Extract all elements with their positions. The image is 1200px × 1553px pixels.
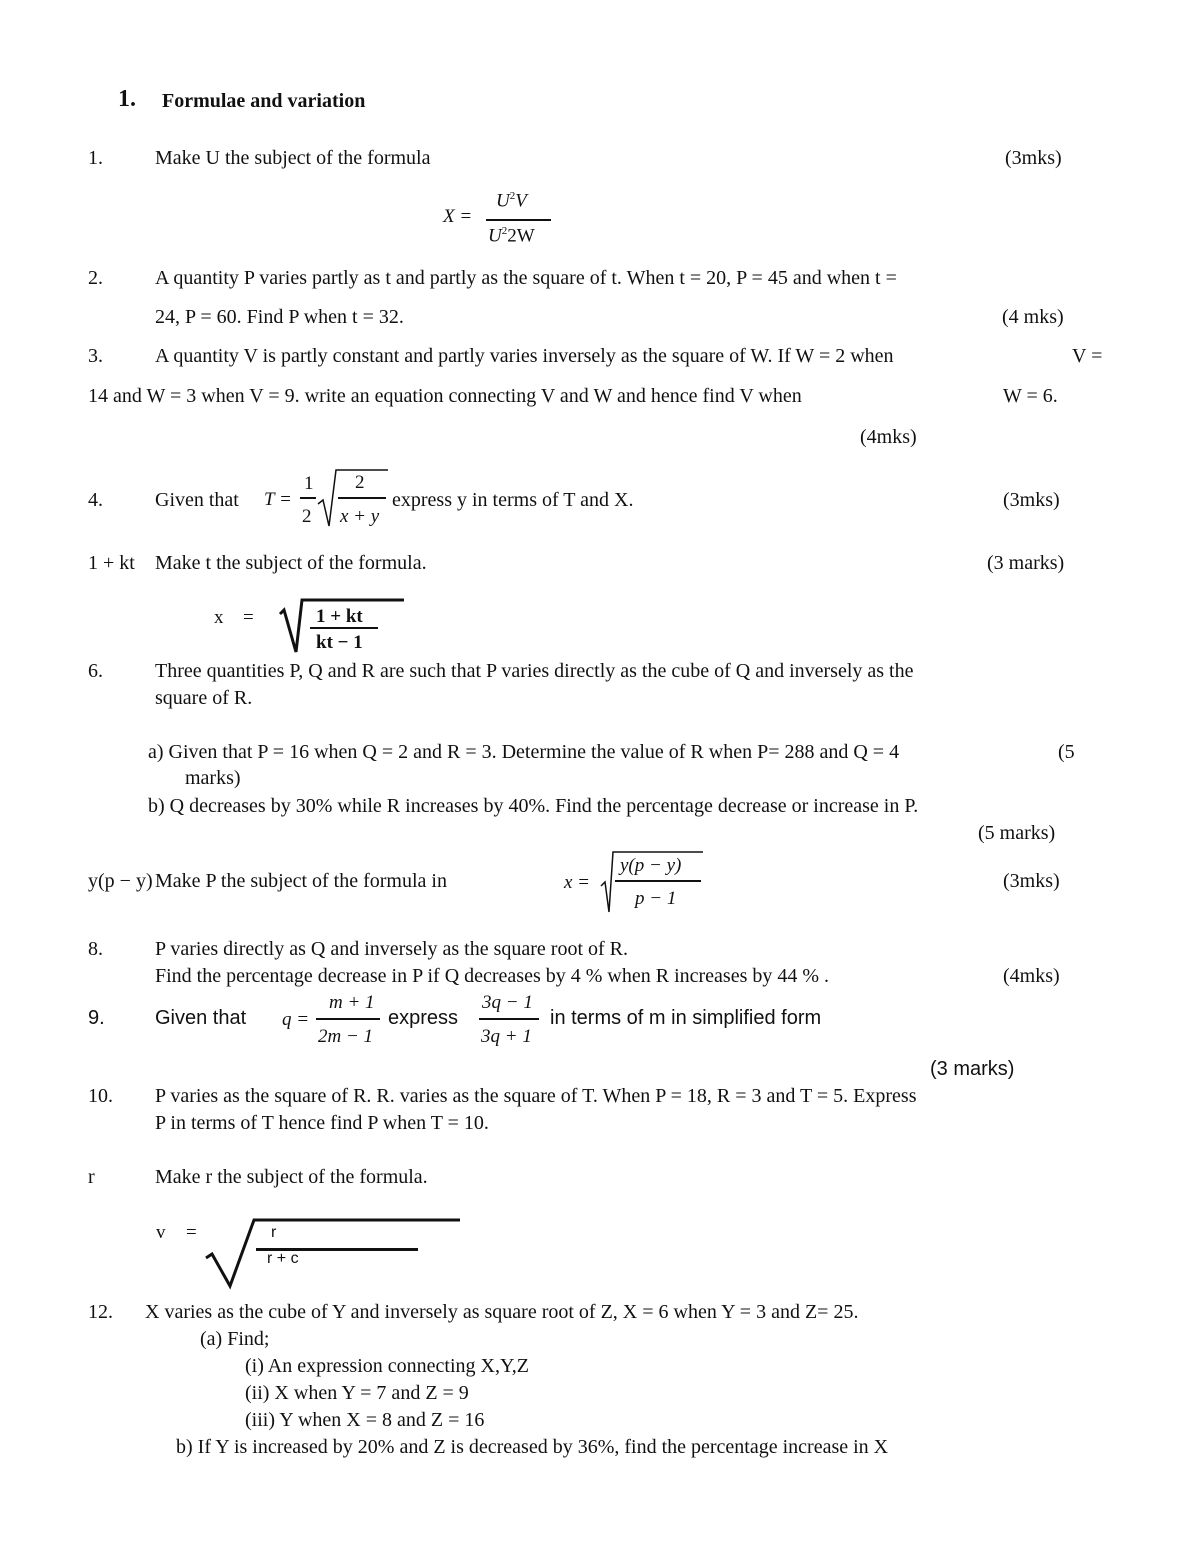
q7-numerator: y(p − y) [620,855,682,876]
q4-marks: (3mks) [1003,489,1060,511]
q7-marks: (3mks) [1003,870,1060,892]
q2-number: 2. [88,267,103,289]
q5-marks: (3 marks) [987,552,1065,574]
q11-radical-sign [204,1214,464,1288]
q5-denominator: kt − 1 [316,632,363,653]
q3-line1: A quantity V is partly constant and partly varies inversely as the square of W. If W = 2 when [155,345,894,367]
q4-coef-num: 1 [304,473,314,494]
q2-marks: (4 mks) [1002,306,1064,328]
q6-line1: Three quantities P, Q and R are such that P varies directly as the cube of Q and inversely as the [155,660,914,682]
q12-number: 12. [88,1301,113,1323]
q1-fraction-bar [486,219,551,221]
q2-line2: 24, P = 60. Find P when t = 32. [155,306,404,328]
q9-f2-bar [479,1018,539,1020]
q5-text: Make t the subject of the formula. [155,552,427,574]
q8-line2: Find the percentage decrease in P if Q decreases by 4 % when R increases by 44 % . [155,965,830,987]
q5-number: 1 + kt [88,552,135,574]
q5-equals: = [243,607,254,628]
q10-line2: P in terms of T hence find P when T = 10. [155,1112,489,1134]
q6-part-a-line1: a) Given that P = 16 when Q = 2 and R = 3. Determine the value of R when P= 288 and Q = 4 [148,741,900,763]
q9-f1-num: m + 1 [329,992,375,1013]
q3-number: 3. [88,345,103,367]
q4-root-bar [338,497,386,499]
q11-numerator: r [271,1224,277,1241]
q9-text3: in terms of m in simplified form [550,1007,822,1029]
q11-denominator: r + c [267,1250,299,1267]
q6-part-b-marks: (5 marks) [978,822,1056,844]
q4-root-den: x + y [340,506,380,527]
q4-root-num: 2 [355,472,365,493]
q5-fraction-bar [310,627,378,629]
q12-part-a-i: (i) An expression connecting X,Y,Z [245,1355,530,1377]
q8-number: 8. [88,938,103,960]
q3-line2-end: W = 6. [1003,385,1058,407]
q11-lhs: v [156,1222,166,1243]
q12-part-a-iii: (iii) Y when X = 8 and Z = 16 [245,1409,485,1431]
section-title: Formulae and variation [162,90,366,112]
q12-line1: X varies as the cube of Y and inversely as square root of Z, X = 6 when Y = 3 and Z= 25. [145,1301,859,1323]
q9-lhs: q = [282,1009,310,1030]
q11-equals: = [186,1222,197,1243]
q1-denominator: $U^22W$ [488,225,535,247]
q1-lhs: X = [443,206,473,227]
q6-part-b-line: b) Q decreases by 30% while R increases by 40%. Find the percentage decrease or increase in P. [148,795,919,817]
q9-f1-den: 2m − 1 [318,1026,374,1047]
q4-text-before: Given that [155,489,239,511]
q9-text1: Given that [155,1007,247,1029]
q7-lhs: x = [564,872,591,893]
q6-number: 6. [88,660,103,682]
q10-number: 10. [88,1085,113,1107]
q7-denominator: p − 1 [635,888,677,909]
q1-marks: (3mks) [1005,147,1062,169]
q9-text2: express [388,1007,459,1029]
q1-numerator: $U^2V$ [496,190,527,212]
q4-coef-bar [300,497,316,499]
q1-text: Make U the subject of the formula [155,147,431,169]
section-number: 1. [118,86,136,112]
q4-lhs: T = [264,489,292,510]
q9-number: 9. [88,1007,105,1029]
q5-numerator: 1 + kt [316,606,363,627]
q12-part-b: b) If Y is increased by 20% and Z is decreased by 36%, find the percentage increase in X [176,1436,889,1458]
q12-part-a: (a) Find; [200,1328,270,1350]
q8-line1: P varies directly as Q and inversely as the square root of R. [155,938,629,960]
q4-text-after: express y in terms of T and X. [392,489,634,511]
q2-line1: A quantity P varies partly as t and partly as the square of t. When t = 20, P = 45 and when t = [155,267,897,289]
q3-marks: (4mks) [860,426,917,448]
q12-part-a-ii: (ii) X when Y = 7 and Z = 9 [245,1382,469,1404]
q9-marks: (3 marks) [930,1058,1015,1080]
q7-number: y(p − y) [88,870,153,892]
q5-lhs: x [214,607,224,628]
q4-number: 4. [88,489,103,511]
q8-marks: (4mks) [1003,965,1060,987]
q6-part-a-line2: marks) [185,767,241,789]
q9-f2-num: 3q − 1 [482,992,533,1013]
q6-line2: square of R. [155,687,253,709]
q11-number: r [88,1166,95,1188]
q10-line1: P varies as the square of R. R. varies as the square of T. When P = 18, R = 3 and T = 5. Express [155,1085,917,1107]
q4-coef-den: 2 [302,506,312,527]
q11-text: Make r the subject of the formula. [155,1166,428,1188]
q7-fraction-bar [615,880,701,882]
q3-line2: 14 and W = 3 when V = 9. write an equation connecting V and W and hence find V when [88,385,802,407]
q7-text: Make P the subject of the formula in [155,870,447,892]
q9-f2-den: 3q + 1 [481,1026,532,1047]
q9-f1-bar [316,1018,380,1020]
q6-part-a-marks: (5 [1058,741,1075,763]
q1-number: 1. [88,147,103,169]
q3-line1-end: V = [1072,345,1103,367]
